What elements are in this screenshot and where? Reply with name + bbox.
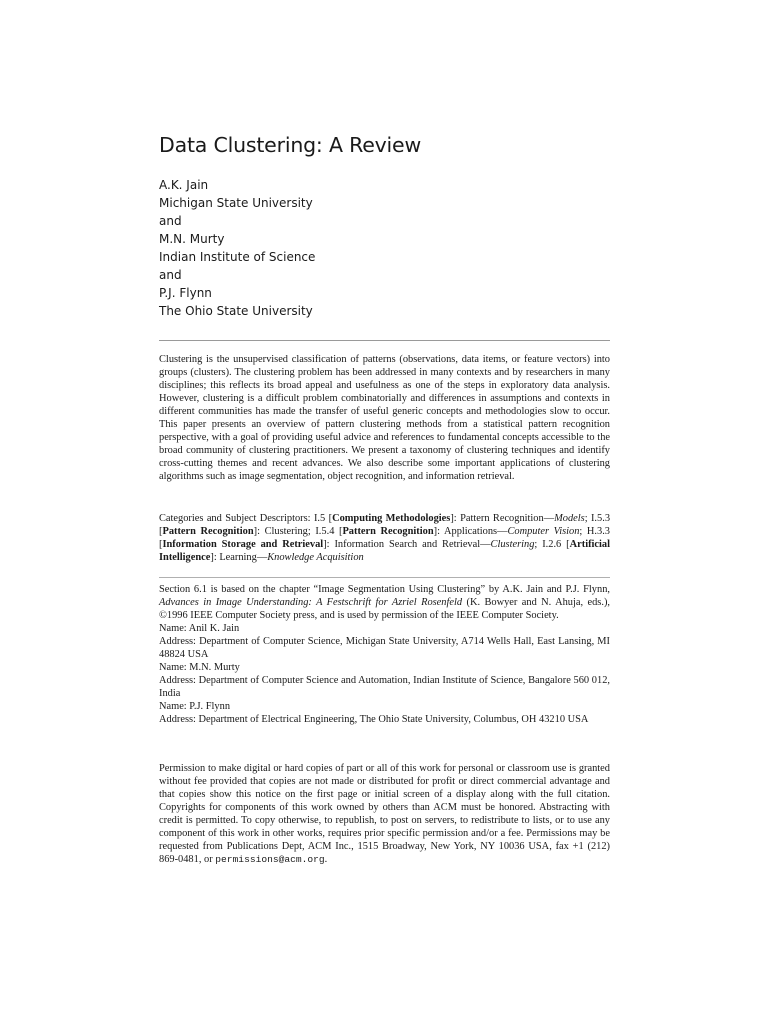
descriptor-text: ]: Applications— bbox=[433, 526, 508, 537]
descriptor-category: Information Storage and Retrieval bbox=[162, 539, 324, 550]
author-line: A.K. Jain bbox=[159, 178, 209, 192]
permission-notice bbox=[159, 762, 610, 866]
permission-text: . bbox=[324, 854, 328, 865]
descriptor-text: ]: Clustering; I.5.4 [ bbox=[253, 526, 343, 537]
descriptor-text: Categories and Subject Descriptors: I.5 [ bbox=[159, 513, 333, 524]
descriptor-text: ]: Learning— bbox=[210, 552, 268, 563]
author-line: Indian Institute of Science bbox=[159, 250, 316, 264]
header-divider bbox=[159, 340, 610, 341]
descriptor-term: Knowledge Acquisition bbox=[267, 552, 364, 563]
note-text: Section 6.1 is based on the chapter “Image Segmentation Using Clustering” by A.K. Jain and P.J. Flynn, bbox=[159, 584, 610, 595]
descriptor-text: ; I.2.6 [ bbox=[534, 539, 570, 550]
author-line: P.J. Flynn bbox=[159, 286, 212, 300]
author-line: The Ohio State University bbox=[159, 304, 313, 318]
contact-line: Address: Department of Computer Science and Automation, Indian Institute of Science, Bangalore 560 012, India bbox=[159, 675, 610, 699]
contact-line: Name: Anil K. Jain bbox=[159, 623, 240, 634]
descriptor-category: Computing Methodologies bbox=[332, 513, 451, 524]
descriptor-category: Pattern Recognition bbox=[162, 526, 254, 537]
author-list bbox=[159, 176, 315, 320]
contact-line: Address: Department of Computer Science, Michigan State University, A714 Wells Hall, East Lansing, MI 48824 USA bbox=[159, 636, 610, 660]
contact-line: Name: P.J. Flynn bbox=[159, 701, 231, 712]
descriptor-term: Computer Vision bbox=[507, 526, 580, 537]
note-text: (K. Bowyer and N. Ahuja, eds.), ©1996 IEEE Computer Society press, and is used by permission of the IEEE Computer Society. bbox=[159, 597, 611, 621]
descriptor-category: Pattern Recognition bbox=[342, 526, 434, 537]
author-notes bbox=[159, 583, 610, 726]
abstract: Clustering is the unsupervised classification of patterns (observations, data items, or feature vectors) into groups (clusters). The clustering problem has been addressed in many contexts and by researchers in many disciplines; this reflects its broad appeal and usefulness as one of the steps in exploratory data analysis. However, clustering is a difficult problem combinatorially and differences in assumptions and contexts in different communities has made the transfer of useful generic concepts and methodologies slow to occur. This paper presents an overview of pattern clustering methods from a statistical pattern recognition perspective, with a goal of providing useful advice and references to fundamental concepts accessible to the broad community of clustering practitioners. We present a taxonomy of clustering techniques and identify cross-cutting themes and recent advances. We also describe some important applications of clustering algorithms such as image segmentation, object recognition, and information retrieval. bbox=[159, 354, 610, 482]
author-line: Michigan State University bbox=[159, 196, 313, 210]
descriptor-text: ; H.3.3 [ bbox=[159, 526, 610, 550]
descriptor-term: Models bbox=[554, 513, 585, 524]
permissions-email: permissions@acm.org bbox=[215, 854, 325, 865]
author-line: and bbox=[159, 214, 182, 228]
contact-line: Address: Department of Electrical Engineering, The Ohio State University, Columbus, OH 43210 USA bbox=[159, 714, 589, 725]
descriptor-term: Clustering bbox=[490, 539, 535, 550]
footnote-divider bbox=[159, 577, 610, 578]
paper-title: Data Clustering: A Review bbox=[159, 133, 422, 157]
descriptor-category: Artificial Intelligence bbox=[159, 539, 611, 563]
descriptor-text: ; I.5.3 [ bbox=[159, 513, 611, 537]
contact-line: Name: M.N. Murty bbox=[159, 662, 240, 673]
permission-text: Permission to make digital or hard copies of part or all of this work for personal or classroom use is granted without fee provided that copies are not made or distributed for profit or direct commercial advantage and that copies show this notice on the first page or initial screen of a display along with the full citation. Copyrights for components of this work owned by others than ACM must be honored. Abstracting with credit is permitted. To copy otherwise, to republish, to post on servers, to redistribute to lists, or to use any component of this work in other works, requires prior specific permission and/or a fee. Permissions may be requested from Publications Dept, ACM Inc., 1515 Broadway, New York, NY 10036 USA, fax +1 (212) 869-0481, or bbox=[159, 763, 610, 865]
subject-descriptors bbox=[159, 512, 610, 564]
book-title: Advances in Image Understanding: A Festschrift for Azriel Rosenfeld bbox=[159, 597, 463, 608]
author-line: M.N. Murty bbox=[159, 232, 225, 246]
descriptor-text: ]: Pattern Recognition— bbox=[450, 513, 555, 524]
author-line: and bbox=[159, 268, 182, 282]
descriptor-text: ]: Information Search and Retrieval— bbox=[323, 539, 491, 550]
section-note bbox=[159, 583, 610, 622]
